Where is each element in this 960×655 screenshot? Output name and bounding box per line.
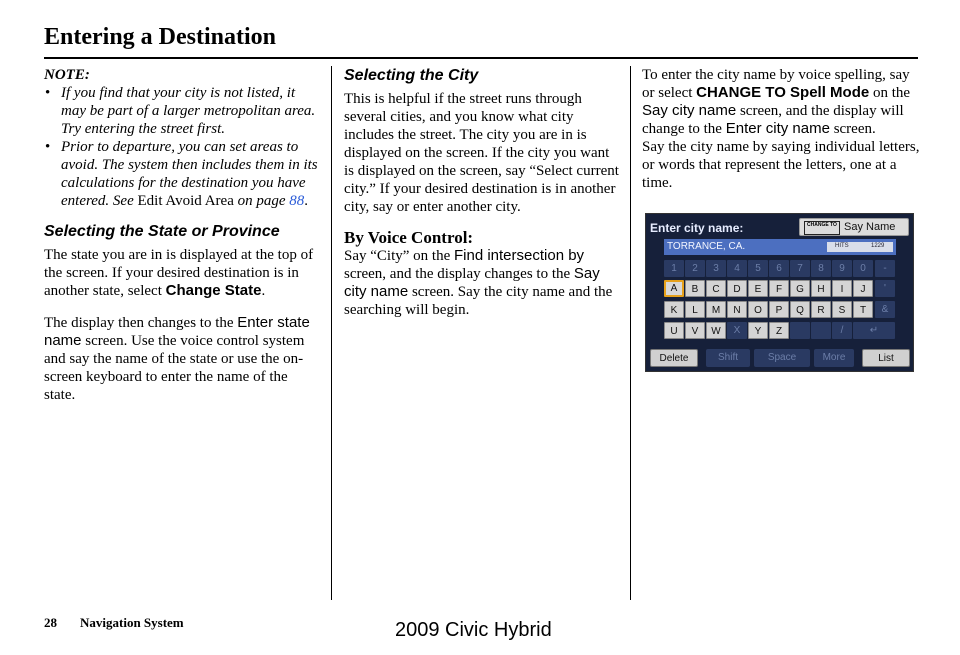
footer-section: Navigation System	[80, 615, 184, 630]
key-f[interactable]: F	[769, 280, 789, 297]
spell-paragraph: To enter the city name by voice spelling, say or select CHANGE TO Spell Mode on the Say city name screen, and the display will change to the Enter city name screen.	[642, 67, 911, 137]
key-i[interactable]: I	[832, 280, 852, 297]
enter-key-icon: ↵	[853, 322, 895, 339]
page-88-link[interactable]: 88	[289, 193, 305, 209]
key-y[interactable]: Y	[748, 322, 768, 339]
more-button: More	[814, 349, 854, 367]
title-rule	[44, 57, 918, 59]
spell-paragraph-2: Say the city name by saying individual letters, or words that represent the letters, one at a time.	[642, 139, 920, 191]
key-p[interactable]: P	[769, 301, 789, 318]
city-input-value: TORRANCE, CA.	[667, 241, 746, 252]
key-n[interactable]: N	[727, 301, 747, 318]
note-heading: NOTE:	[44, 67, 90, 83]
key-s[interactable]: S	[832, 301, 852, 318]
hits-counter	[827, 242, 893, 252]
key-4: 4	[727, 260, 747, 277]
key-t[interactable]: T	[853, 301, 873, 318]
shift-button: Shift	[706, 349, 750, 367]
key-8: 8	[811, 260, 831, 277]
page-number: 28	[44, 615, 57, 630]
change-to-tag: CHANGE TO	[804, 221, 840, 235]
key-9: 9	[832, 260, 852, 277]
watermark: 2009 Civic Hybrid	[395, 619, 552, 641]
change-to-say-name-button[interactable]	[799, 218, 909, 236]
note-item: • If you find that your city is not listed, it may be part of a larger metropolitan area. Try entering the street first.	[45, 85, 316, 137]
page-title: Entering a Destination	[44, 24, 277, 50]
section-heading-state: Selecting the State or Province	[44, 223, 280, 240]
key-g[interactable]: G	[790, 280, 810, 297]
note-item: • Prior to departure, you can set areas to avoid. The system then includes them in its calculations for the destination you have entered. See Edit Avoid Area on page 88.	[45, 139, 318, 209]
delete-button[interactable]: Delete	[650, 349, 698, 367]
key-m[interactable]: M	[706, 301, 726, 318]
key-h[interactable]: H	[811, 280, 831, 297]
key-ampersand: &	[875, 301, 895, 318]
key-1: 1	[664, 260, 684, 277]
screen-title: Enter city name:	[650, 221, 744, 235]
key-x: X	[727, 322, 747, 339]
key-3: 3	[706, 260, 726, 277]
say-name-label: Say Name	[844, 221, 896, 233]
key-slash: /	[832, 322, 852, 339]
key-q[interactable]: Q	[790, 301, 810, 318]
column-divider-2	[630, 66, 631, 600]
enter-city-screen	[645, 213, 914, 372]
list-button[interactable]: List	[862, 349, 910, 367]
space-button: Space	[754, 349, 810, 367]
key-7: 7	[790, 260, 810, 277]
hits-label: HITS	[835, 243, 849, 249]
key-a[interactable]: A	[664, 280, 684, 297]
key-5: 5	[748, 260, 768, 277]
column-right	[642, 66, 920, 192]
column-left	[44, 66, 319, 404]
key-l[interactable]: L	[685, 301, 705, 318]
key-2: 2	[685, 260, 705, 277]
key-blank	[790, 322, 810, 339]
state-paragraph-1: The state you are in is displayed at the top of the screen. If your desired destination is in another state, select Change State.	[44, 247, 314, 299]
key-dash: -	[875, 260, 895, 277]
key-o[interactable]: O	[748, 301, 768, 318]
hits-value: 1229	[871, 243, 885, 249]
column-divider-1	[331, 66, 332, 600]
key-apostrophe: '	[875, 280, 895, 297]
key-d[interactable]: D	[727, 280, 747, 297]
column-middle	[344, 66, 619, 319]
key-u[interactable]: U	[664, 322, 684, 339]
voice-control-heading: By Voice Control:	[344, 228, 474, 247]
city-paragraph: This is helpful if the street runs through several cities, and you know what city includes the street. The city you are in is displayed on the screen. If the city you want is displayed on the screen, say “Select current city.” If your desired destination is in another city, say or enter another city.	[344, 91, 619, 215]
section-heading-city: Selecting the City	[344, 67, 479, 84]
key-c[interactable]: C	[706, 280, 726, 297]
key-j[interactable]: J	[853, 280, 873, 297]
note-list	[44, 84, 319, 210]
key-z[interactable]: Z	[769, 322, 789, 339]
key-blank	[811, 322, 831, 339]
state-paragraph-2: The display then changes to the Enter state name screen. Use the voice control system and say the name of the state or use the on-screen keyboard to enter the name of the state.	[44, 314, 310, 403]
city-input[interactable]	[664, 239, 896, 255]
key-6: 6	[769, 260, 789, 277]
key-r[interactable]: R	[811, 301, 831, 318]
key-w[interactable]: W	[706, 322, 726, 339]
key-v[interactable]: V	[685, 322, 705, 339]
key-b[interactable]: B	[685, 280, 705, 297]
key-k[interactable]: K	[664, 301, 684, 318]
voice-control-paragraph: Say “City” on the Find intersection by screen, and the display changes to the Say city name screen. Say the city name and the searching will begin.	[344, 247, 613, 318]
key-0: 0	[853, 260, 873, 277]
key-e[interactable]: E	[748, 280, 768, 297]
